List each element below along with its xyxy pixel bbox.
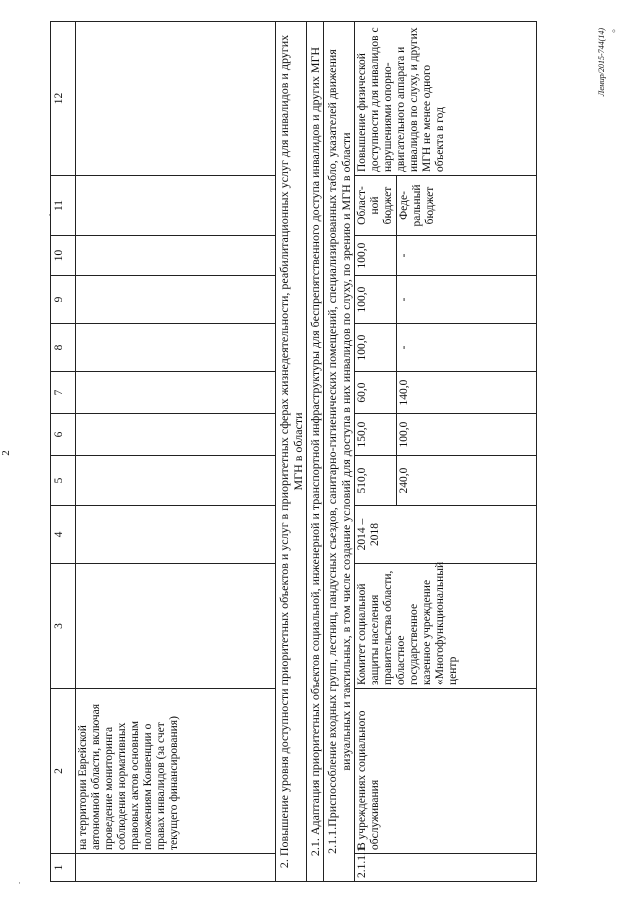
section-2-1-heading: 2.1. Адаптация приоритетных объектов социальной, инженерной и транспортной инфраструктуры для беспрепятственного доступа инвалидов и других МГН [307, 22, 324, 882]
header-cell: 2 [51, 689, 76, 854]
source-cell: Област-ной бюджет [355, 176, 397, 236]
value-cell: 150,0 [355, 414, 397, 456]
header-cell: 7 [51, 372, 76, 414]
page-number: 2 [0, 450, 12, 456]
header-cell: 4 [51, 506, 76, 564]
value-cell: 100,0 [355, 236, 397, 276]
header-cell: 12 [51, 22, 76, 176]
row-years: 2014 – 2018 [355, 506, 537, 564]
table-row [76, 22, 276, 882]
program-table [50, 21, 537, 882]
value-cell: 100,0 [355, 324, 397, 372]
header-cell: 9 [51, 276, 76, 324]
section-2-1-1-heading: 2.1.1.Приспособление входных групп, лестниц, пандусных съездов, санитарно-гигиенических помещений, специализированных табло, указателей движения визуальных и тактильных, в том числе создание условий для доступа в них инвалидов по слуху, по зрению и МГН в области [324, 22, 355, 882]
header-cell: 1 [51, 854, 76, 882]
header-cell: 11 [51, 176, 76, 236]
value-cell: 240,0 [397, 456, 537, 506]
measure-text: на территории Еврейской автономной области, включая проведение мониторинга соблюдения нормативных правовых актов основным положениям Конвенции о правах инвалидов (за счет текущего финансирования) [76, 689, 276, 854]
rotated-document [50, 22, 606, 882]
row-result: Повышение физической доступности для инвалидов с нарушениями опорно-двигательного аппарата и инвалидов по слуху, и других МГН не менее одного объекта в год [355, 22, 537, 176]
header-cell: 5 [51, 456, 76, 506]
row-name: В учреждениях социального обслуживания [355, 689, 537, 854]
value-cell: 60,0 [355, 372, 397, 414]
value-cell: 100,0 [355, 276, 397, 324]
table-row [355, 22, 397, 882]
section-row [324, 22, 355, 882]
row-number: 2.1.1.1 [355, 854, 537, 882]
footer-code: Лемир/2015-744(14) [597, 28, 606, 97]
header-cell: 10 [51, 236, 76, 276]
value-cell: - [397, 236, 537, 276]
value-cell: - [397, 324, 537, 372]
source-cell: Феде-ральный бюджет [397, 176, 537, 236]
header-cell: 3 [51, 564, 76, 689]
header-cell: 6 [51, 414, 76, 456]
value-cell: - [397, 276, 537, 324]
header-cell: 8 [51, 324, 76, 372]
scan-mark: · [48, 210, 51, 220]
section-row [307, 22, 324, 882]
row-executor: Комитет социальной защиты населения правительства области, областное государственное казенное учреждение «Многофункциональный центр [355, 564, 537, 689]
value-cell: 140,0 [397, 372, 537, 414]
section-row [276, 22, 307, 882]
section-2-heading: 2. Повышение уровня доступности приоритетных объектов и услуг в приоритетных сферах жизнедеятельности, реабилитационных услуг для инвалидов и других МГН в области [276, 22, 307, 882]
scan-mark: ° [612, 28, 616, 38]
value-cell: 100,0 [397, 414, 537, 456]
value-cell: 510,0 [355, 456, 397, 506]
scan-mark: · [18, 878, 21, 888]
header-row [51, 22, 76, 882]
